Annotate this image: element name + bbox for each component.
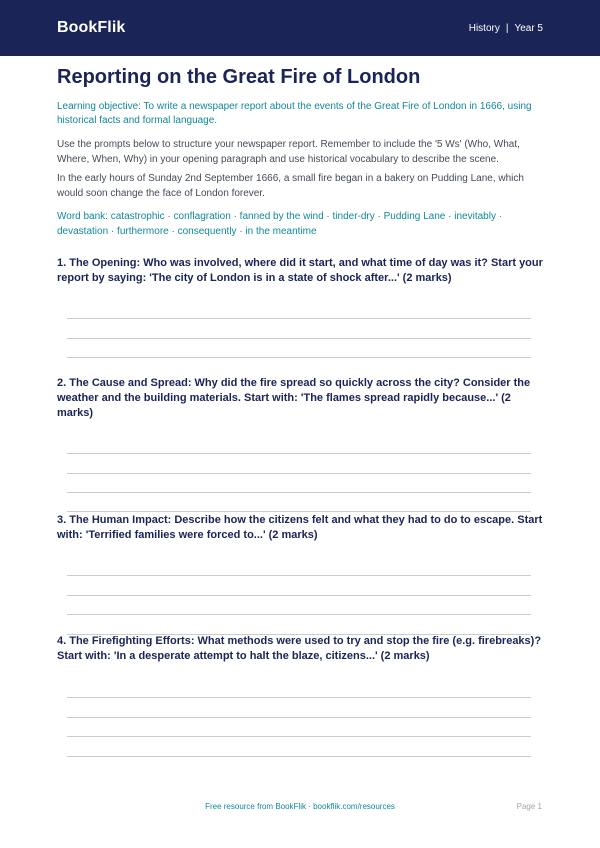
question-3: 3. The Human Impact: Describe how the citizens felt and what they had to do to escape. Start with: 'Terrified families were forced to...' (2 marks) — [57, 514, 543, 541]
question-2: 2. The Cause and Spread: Why did the fire spread so quickly across the city? Consider the weather and the building materials. Start with: 'The flames spread rapidly because...' (2 marks) — [57, 377, 531, 419]
header-bar — [0, 0, 600, 56]
answer-line[interactable] — [67, 697, 531, 698]
answer-line[interactable] — [67, 492, 531, 493]
answer-line[interactable] — [67, 595, 531, 596]
instructions-paragraph: Use the prompts below to structure your newspaper report. Remember to include the '5 Ws' (Who, What, Where, When, Why) in your opening paragraph and use historical vocabulary to describe the scene. — [57, 139, 520, 165]
page-number: Page 1 — [516, 802, 542, 811]
context-paragraph: In the early hours of Sunday 2nd September 1666, a small fire began in a bakery on Pudding Lane, which would soon change the face of London forever. — [57, 173, 524, 199]
subject-label — [469, 23, 543, 34]
answer-line[interactable] — [67, 717, 531, 718]
word-bank: Word bank: catastrophic · conflagration · fanned by the wind · tinder-dry · Pudding Lane · inevitably · devastation · furthermore · consequently · in the meantime — [57, 211, 503, 237]
learning-objective: Learning objective: To write a newspaper report about the events of the Great Fire of London in 1666, using historical facts and formal language. — [57, 101, 532, 126]
subject-name: History — [468, 22, 500, 34]
answer-line[interactable] — [67, 338, 531, 339]
answer-line[interactable] — [67, 511, 531, 512]
year-label: Year 5 — [514, 22, 543, 34]
answer-line[interactable] — [67, 357, 531, 358]
answer-line[interactable] — [67, 575, 531, 576]
subject-separator: | — [505, 22, 509, 34]
answer-line[interactable] — [67, 614, 531, 615]
answer-line[interactable] — [67, 756, 531, 757]
footer-credit[interactable]: Free resource from BookFlik · bookflik.com/resources — [205, 802, 395, 811]
question-1: 1. The Opening: Who was involved, where did it start, and what time of day was it? Start your report by saying: 'The city of London is in a state of shock after...' (2 marks) — [57, 257, 543, 284]
brand-logo[interactable]: BookFlik — [57, 19, 126, 36]
answer-line[interactable] — [67, 736, 531, 737]
answer-line[interactable] — [67, 473, 531, 474]
page-title: Reporting on the Great Fire of London — [57, 66, 421, 88]
answer-line[interactable] — [67, 453, 531, 454]
answer-line[interactable] — [67, 318, 531, 319]
question-4: 4. The Firefighting Efforts: What methods were used to try and stop the fire (e.g. firebreaks)? Start with: 'In a desperate attempt to halt the blaze, citizens...' (2 marks) — [57, 635, 542, 662]
